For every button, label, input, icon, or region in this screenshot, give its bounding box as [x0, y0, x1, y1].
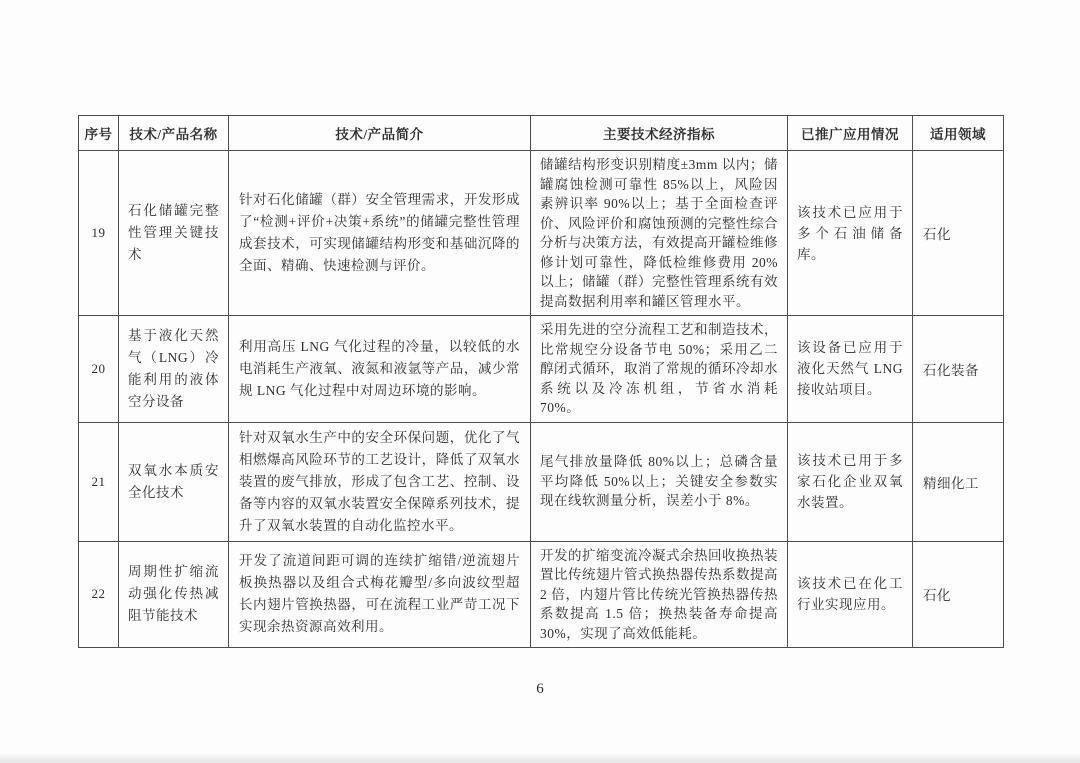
cell-tech-intro: 针对石化储罐（群）安全管理需求，开发形成了“检测+评价+决策+系统”的储罐完整性管理成套技术，可实现储罐结构形变和基础沉降的全面、精确、快速检测与评价。	[229, 151, 531, 316]
cell-field: 石化	[913, 151, 1004, 316]
cell-field: 石化	[913, 541, 1004, 648]
page-number: 6	[536, 681, 544, 697]
cell-application: 该技术已用于多家石化企业双氧水装置。	[788, 422, 913, 541]
header-applicable-field: 适用领域	[913, 116, 1004, 151]
cell-serial-number: 19	[79, 151, 119, 316]
table-row	[79, 541, 1004, 648]
cell-serial-number: 22	[79, 541, 119, 648]
header-tech-product-intro: 技术/产品简介	[229, 116, 531, 151]
cell-indicators: 采用先进的空分流程工艺和制造技术，比常规空分设备节电 50%；采用乙二醇闭式循环，取消了常规的循环冷却水系统以及冷冻机组，节省水消耗 70%。	[531, 316, 788, 423]
cell-serial-number: 21	[79, 422, 119, 541]
cell-application: 该技术已在化工行业实现应用。	[788, 541, 913, 648]
cell-indicators: 尾气排放量降低 80%以上；总磷含量平均降低 50%以上；关键安全参数实现在线软测量分析，误差小于 8%。	[531, 422, 788, 541]
cell-field: 精细化工	[913, 422, 1004, 541]
header-serial-number: 序号	[79, 116, 119, 151]
table-row	[79, 422, 1004, 541]
cell-application: 该设备已应用于液化天然气 LNG 接收站项目。	[788, 316, 913, 423]
cell-application: 该技术已应用于多个石油储备库。	[788, 151, 913, 316]
cell-tech-name: 基于液化天然气（LNG）冷能利用的液体空分设备	[119, 316, 229, 423]
table-row	[79, 316, 1004, 423]
cell-tech-intro: 开发了流道间距可调的连续扩缩错/逆流翅片板换热器以及组合式梅花瓣型/多向波纹型超长内翅片管换热器，可在流程工业严苛工况下实现余热资源高效利用。	[229, 541, 531, 648]
cell-indicators: 开发的扩缩变流冷凝式余热回收换热装置比传统翅片管式换热器传热系数提高 2 倍，内翅片管比传统光管换热器传热系数提高 1.5 倍；换热装备寿命提高 30%，实现了高效低能耗。	[531, 541, 788, 648]
cell-serial-number: 20	[79, 316, 119, 423]
scan-shadow	[0, 753, 1080, 763]
cell-indicators: 储罐结构形变识别精度±3mm 以内；储罐腐蚀检测可靠性 85%以上，风险因素辨识率 90%以上；基于全面检查评价、风险评价和腐蚀预测的完整性综合分析与决策方法，有效提高开罐检维修修计划可靠性，降低检维修费用 20%以上；储罐（群）完整性管理系统有效提高数据利用率和罐区管理水平。	[531, 151, 788, 316]
cell-tech-name: 石化储罐完整性管理关键技术	[119, 151, 229, 316]
cell-tech-name: 周期性扩缩流动强化传热减阻节能技术	[119, 541, 229, 648]
header-main-indicators: 主要技术经济指标	[531, 116, 788, 151]
cell-tech-intro: 针对双氧水生产中的安全环保问题，优化了气相燃爆高风险环节的工艺设计，降低了双氧水装置的废气排放，形成了包含工艺、控制、设备等内容的双氧水装置安全保障系列技术，提升了双氧水装置的自动化监控水平。	[229, 422, 531, 541]
table-header-row	[79, 116, 1004, 151]
cell-tech-name: 双氧水本质安全化技术	[119, 422, 229, 541]
technology-table	[78, 115, 1004, 648]
header-application-status: 已推广应用情况	[788, 116, 913, 151]
cell-field: 石化装备	[913, 316, 1004, 423]
table-row	[79, 151, 1004, 316]
cell-tech-intro: 利用高压 LNG 气化过程的冷量，以较低的水电消耗生产液氧、液氮和液氩等产品，减少常规 LNG 气化过程中对周边环境的影响。	[229, 316, 531, 423]
header-tech-product-name: 技术/产品名称	[119, 116, 229, 151]
